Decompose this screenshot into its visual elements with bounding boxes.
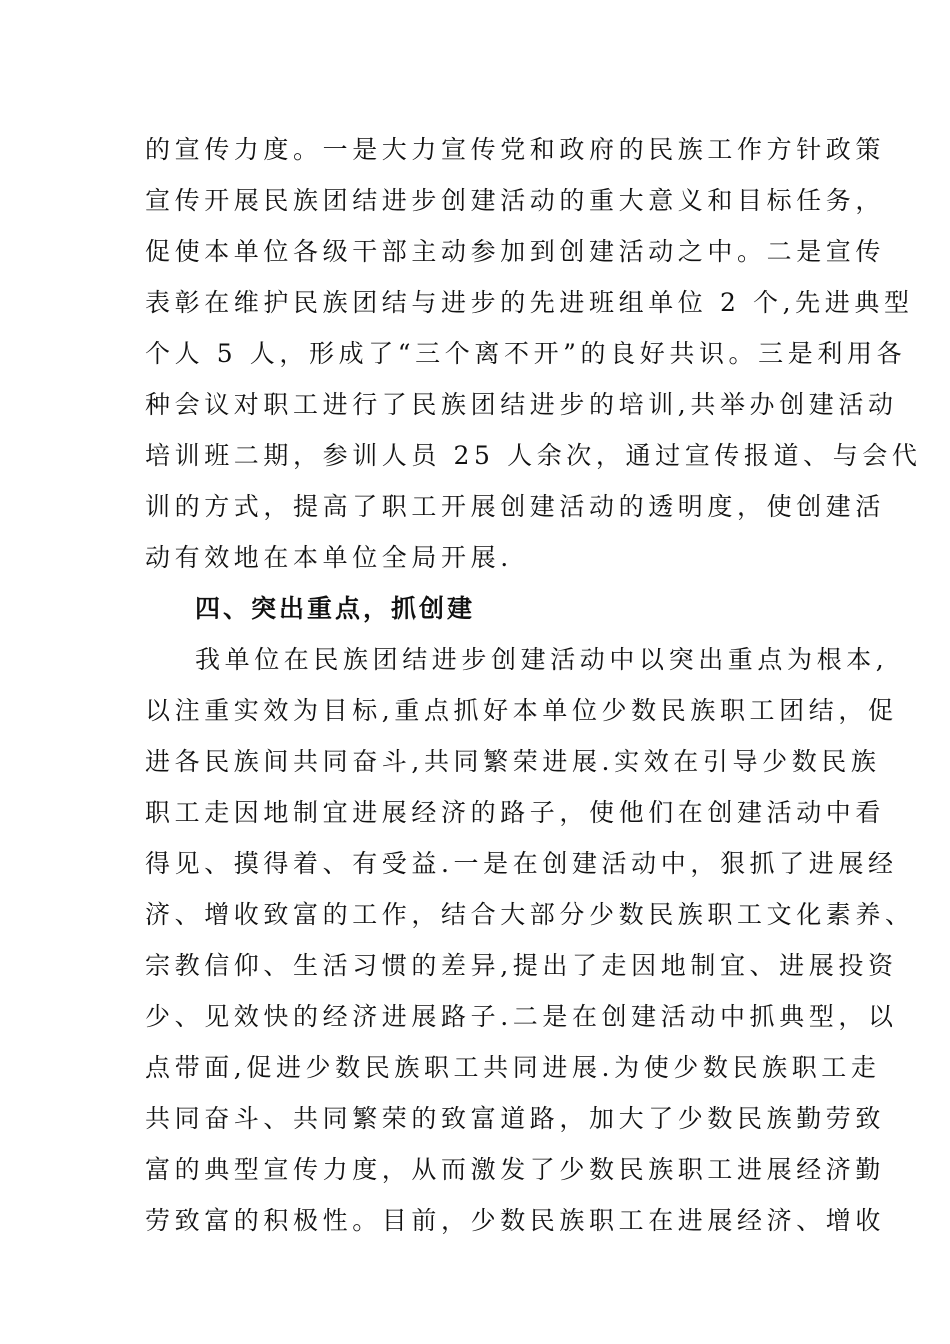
text-line: 训的方式，提高了职工开展创建活动的透明度，使创建活 <box>145 492 886 521</box>
text-line: 进各民族间共同奋斗,共同繁荣进展.实效在引导少数民族 <box>145 747 881 776</box>
section-heading: 四、突出重点，抓创建 <box>195 594 476 623</box>
text-line: 劳致富的积极性。目前，少数民族职工在进展经济、增收 <box>145 1206 886 1235</box>
text-line: 表彰在维护民族团结与进步的先进班组单位 2 个,先进典型 <box>145 288 914 317</box>
text-line: 得见、摸得着、有受益.一是在创建活动中，狠抓了进展经 <box>145 849 898 878</box>
text-line: 富的典型宣传力度，从而激发了少数民族职工进展经济勤 <box>145 1155 886 1184</box>
text-line: 的宣传力度。一是大力宣传党和政府的民族工作方针政策 <box>145 135 886 164</box>
text-line: 以注重实效为目标,重点抓好本单位少数民族职工团结，促 <box>145 696 898 725</box>
text-line: 培训班二期，参训人员 25 人余次，通过宣传报道、与会代 <box>145 441 922 470</box>
text-line: 宣传开展民族团结进步创建活动的重大意义和目标任务， <box>145 186 886 215</box>
text-line: 济、增收致富的工作，结合大部分少数民族职工文化素养、 <box>145 900 915 929</box>
text-line: 职工走因地制宜进展经济的路子，使他们在创建活动中看 <box>145 798 886 827</box>
text-line: 我单位在民族团结进步创建活动中以突出重点为根本, <box>195 645 889 674</box>
text-line: 种会议对职工进行了民族团结进步的培训,共举办创建活动 <box>145 390 898 419</box>
text-line: 点带面,促进少数民族职工共同进展.为使少数民族职工走 <box>145 1053 881 1082</box>
text-line: 个人 5 人，形成了“三个离不开”的良好共识。三是利用各 <box>145 339 907 368</box>
text-line: 促使本单位各级干部主动参加到创建活动之中。二是宣传 <box>145 237 886 266</box>
text-line: 少、见效快的经济进展路子.二是在创建活动中抓典型，以 <box>145 1002 898 1031</box>
text-line: 动有效地在本单位全局开展. <box>145 543 513 572</box>
text-line: 宗教信仰、生活习惯的差异,提出了走因地制宜、进展投资 <box>145 951 898 980</box>
text-line: 共同奋斗、共同繁荣的致富道路，加大了少数民族勤劳致 <box>145 1104 886 1133</box>
